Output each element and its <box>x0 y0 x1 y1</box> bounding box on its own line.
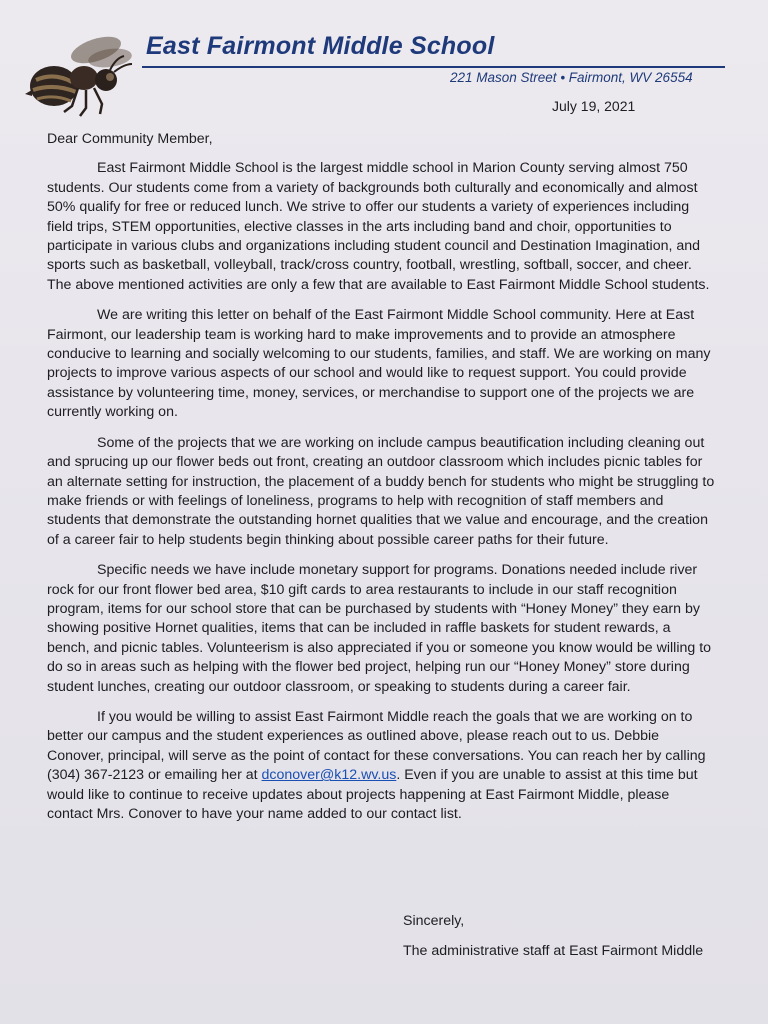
salutation: Dear Community Member, <box>47 131 213 147</box>
school-address: 221 Mason Street • Fairmont, WV 26554 <box>450 70 693 85</box>
paragraph: East Fairmont Middle School is the largest middle school in Marion County serving almost 750 students. Our students come from a variety of backgrounds both culturally and economically and almost 50% qualify for free or reduced lunch. We strive to offer our students a variety of experiences including field trips, STEM opportunities, elective classes in the arts including band and choir, opportunities to participate in various clubs and organizations including student council and Destination Imagination, and sports such as basketball, volleyball, track/cross country, football, wrestling, softball, soccer, and cheer. The above mentioned activities are only a few that are available to East Fairmont Middle School students. <box>47 160 710 293</box>
contact-paragraph <box>47 708 717 824</box>
hornet-logo-icon <box>24 28 142 120</box>
paragraph: We are writing this letter on behalf of the East Fairmont Middle School community. Here at East Fairmont, our leadership team is working hard to make improvements and to provide an atmosphere conducive to learning and socially welcoming to our students, families, and staff. We are working on many projects to improve various aspects of our school and would like to request support. You could provide assistance by volunteering time, money, services, or merchandise to support one of the projects we are currently working on. <box>47 307 711 421</box>
signature: The administrative staff at East Fairmont Middle <box>403 943 704 960</box>
closing-block <box>403 913 703 973</box>
contact-text-before: If you would be willing to assist East Fairmont Middle reach the goals that we are working on to better our campus and the student experiences as outlined above, please reach out to us. Debbie Conover, principal, will serve as the point of contact for these conversations. You can reach her by calling (304) 367-2123 or emailing her at <box>47 708 706 784</box>
closing: Sincerely, <box>403 913 465 929</box>
paragraph: Some of the projects that we are working on include campus beautification including cleaning out and sprucing up our flower beds out front, creating an outdoor classroom which includes picnic tables for an alternate setting for instruction, the placement of a buddy bench for students who might be struggling to make friends or with feelings of loneliness, programs to help with recognition of staff members and students that demonstrate the outstanding hornet qualities that we value and encourage, and the creation of a career fair to help students begin thinking about possible career paths for their future. <box>47 434 715 548</box>
header-divider <box>142 66 725 68</box>
email-link[interactable]: dconover@k12.wv.us <box>261 767 397 784</box>
paragraph: Specific needs we have include monetary support for programs. Donations needed include river rock for our front flower bed area, $10 gift cards to area restaurants to include in our staff recognition program, items for our school store that can be purchased by students with “Honey Money” they earn by showing positive Hornet qualities, items that can be included in raffle baskets for student rewards, a bench, and picnic tables. Volunteerism is also appreciated if you or someone you know would be willing to do so in areas such as helping with the flower bed project, helping run our “Honey Money” store during student lunches, creating our outdoor classroom, or speaking to students during a career fair. <box>47 562 712 695</box>
letter-date: July 19, 2021 <box>552 98 636 114</box>
contact-text-after: . Even if you are unable to assist at this time but would like to continue to receive updates about projects happening at East Fairmont Middle, please contact Mrs. Conover to have your name added to our contact list. <box>47 767 698 822</box>
school-name: East Fairmont Middle School <box>146 32 495 60</box>
letter-body <box>47 130 717 835</box>
